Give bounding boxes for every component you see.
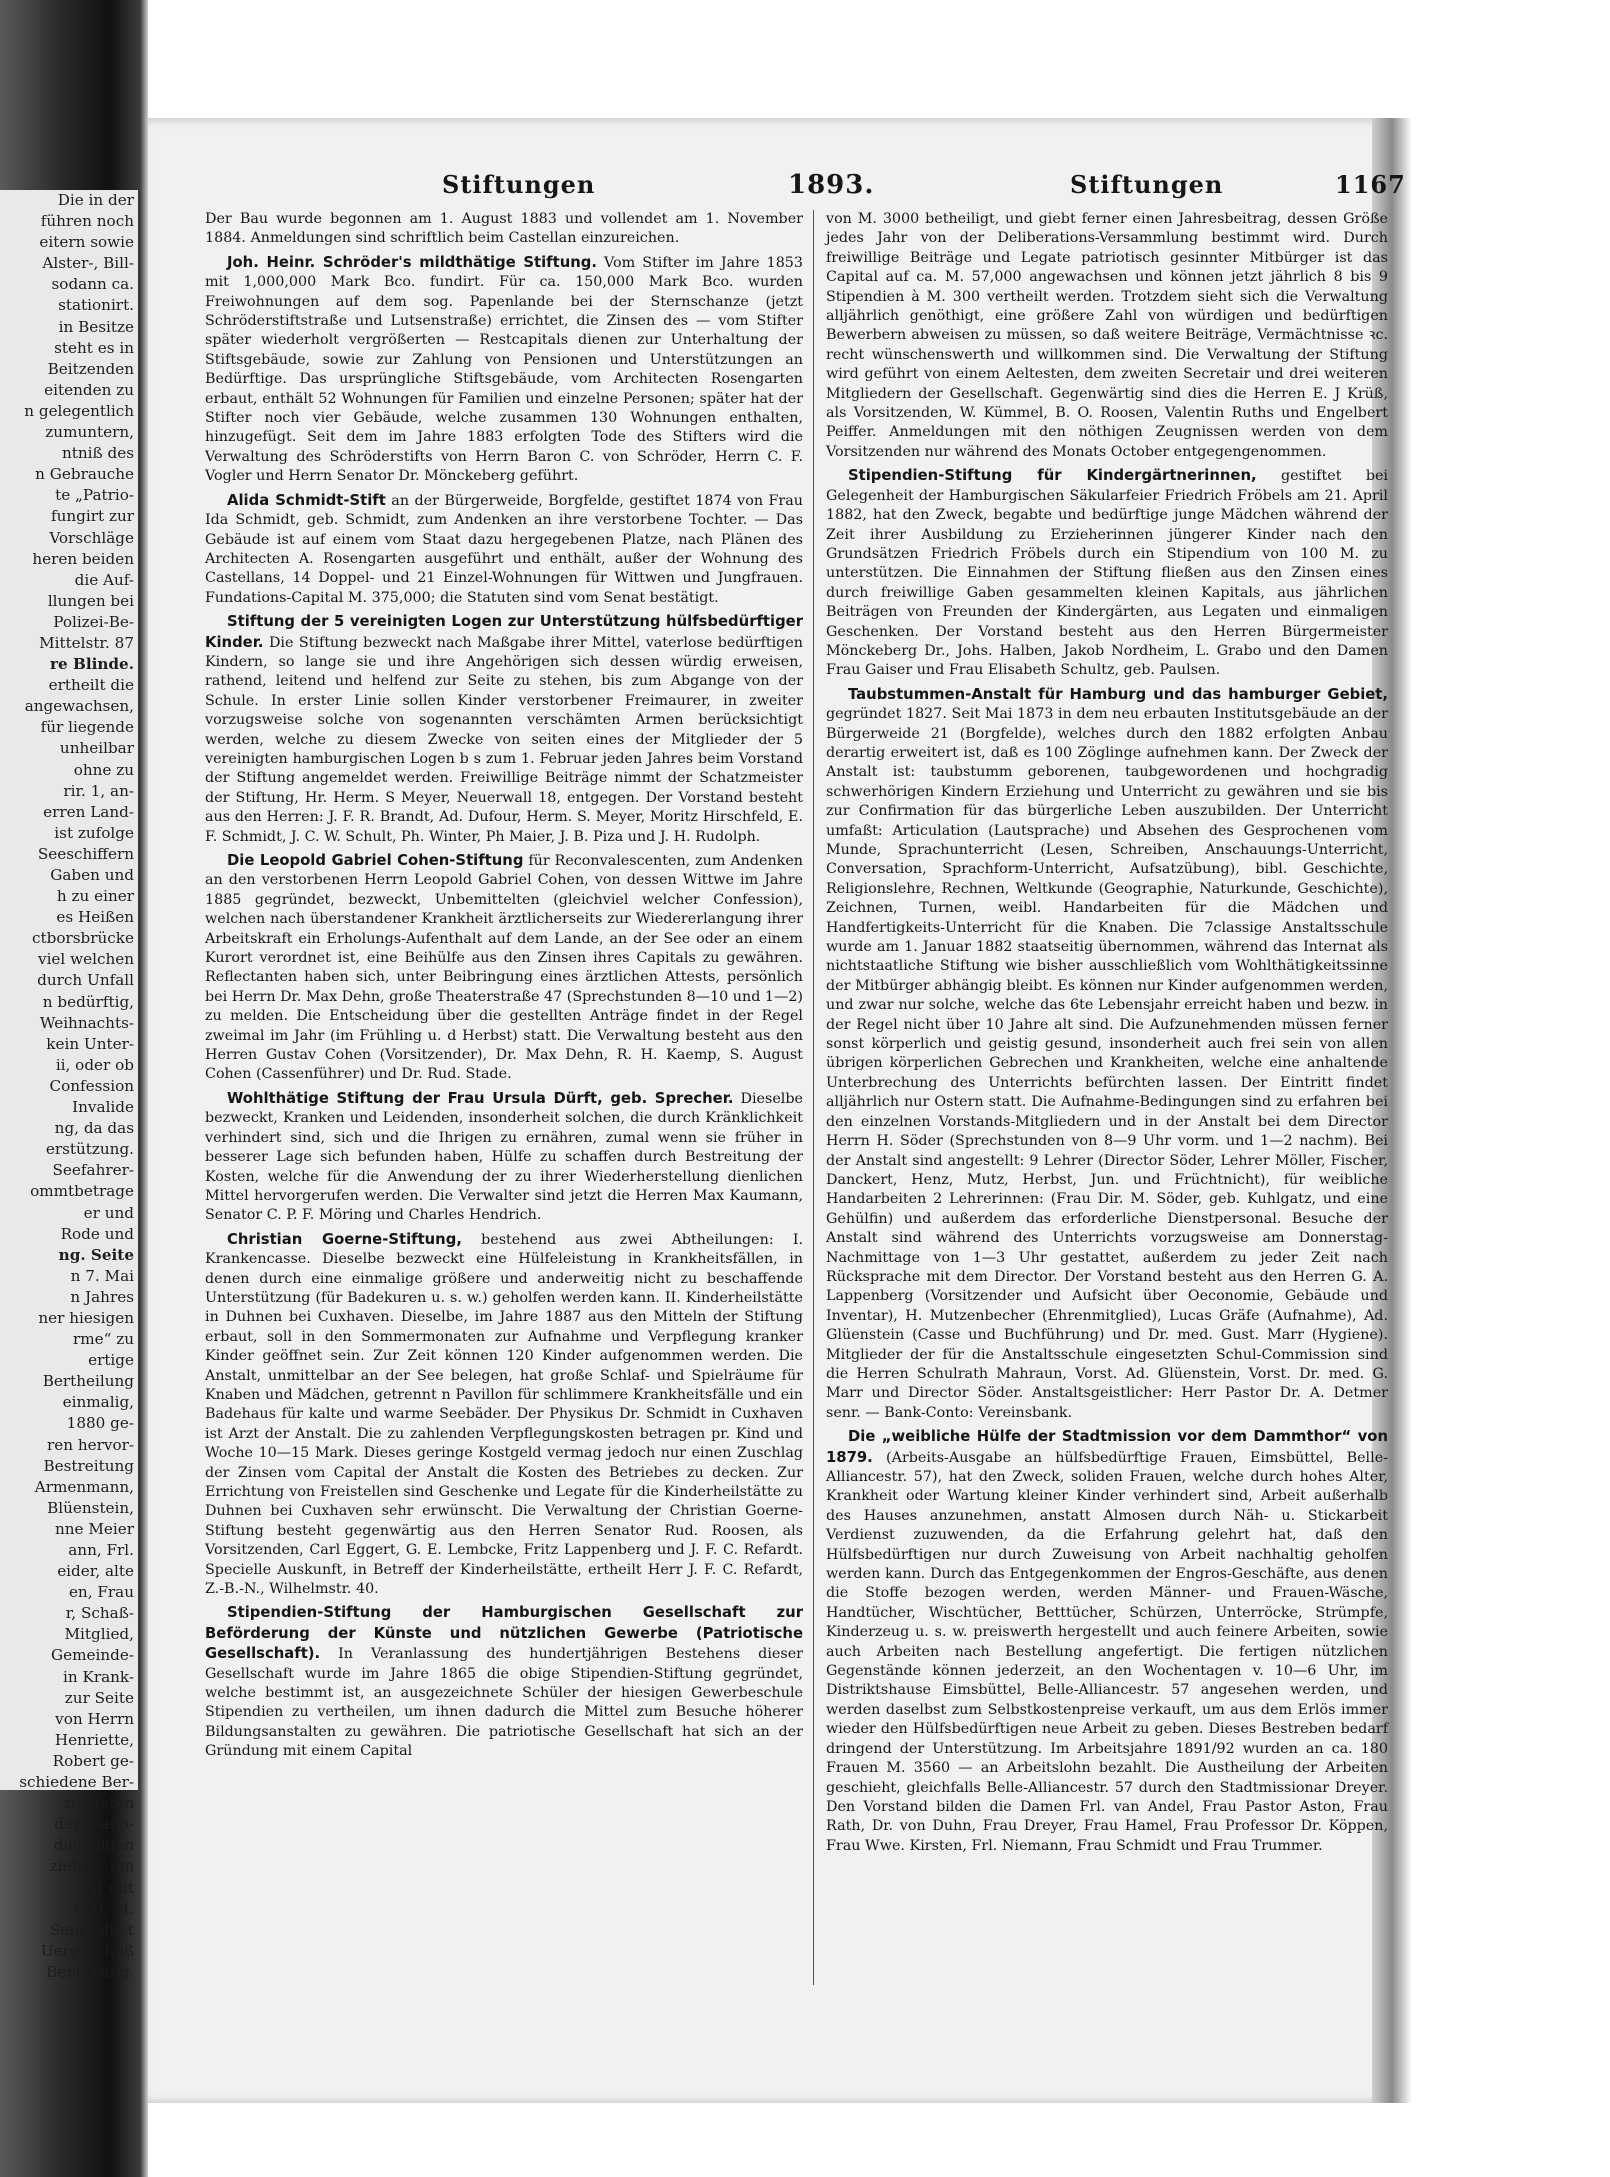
- prev-page-line: eitenden zu: [44, 380, 134, 399]
- prev-page-line: 1880 ge-: [66, 1414, 134, 1433]
- foundation-entry: [205, 210, 803, 249]
- prev-page-line: Seneralitst: [49, 1920, 134, 1939]
- prev-page-line: zu bieten: [62, 1794, 134, 1813]
- prev-page-line: für liegende: [40, 718, 134, 737]
- prev-page-line: ertheilt die: [48, 676, 134, 695]
- foundation-body-text: Der Bau wurde begonnen am 1. August 1883 und vollendet am 1. November 1884. Anmeldungen sind schriftlich beim Castellan einzureichen.: [205, 211, 803, 247]
- foundation-entry: [205, 491, 803, 608]
- prev-page-line: Alster-, Bill-: [42, 254, 134, 273]
- foundation-title: Joh. Heinr. Schröder's mildthätige Stiftung.: [227, 253, 597, 271]
- foundation-body-text: Dieselbe bezweckt, Kranken und Leidenden, insonderheit solchen, die durch Kränklichkeit verhindert sind, sich und die Ihrigen zu ernähren, zumal wenn sie früher in besserer Lage sich befunden haben, Hülfe zu schaffen durch Bestreitung der Kosten, welche für die Anwendung der zu ihrer Wiederherstellung dienlichen Mittel hervorgerufen werden. Die Verwalter sind jetzt die Herren Max Kaumann, Senator C. P. F. Möring und Charles Hendrich.: [205, 1090, 803, 1224]
- prev-page-line: er und: [83, 1203, 134, 1222]
- header-year: 1893.: [788, 170, 875, 200]
- prev-page-line: sodann ca.: [51, 275, 134, 294]
- header-left-title: Stiftungen: [442, 170, 596, 199]
- prev-page-line: durch Unfall: [37, 971, 134, 990]
- prev-page-line: Uergeschoß: [40, 1941, 134, 1960]
- prev-page-line: Confession: [49, 1076, 134, 1095]
- prev-page-line: erren Land-: [43, 802, 134, 821]
- foundation-title: Die Leopold Gabriel Cohen-Stiftung: [227, 852, 524, 869]
- foundation-entry: [205, 1089, 803, 1226]
- prev-page-line: von Herrn: [55, 1709, 134, 1728]
- prev-page-line: Henriette,: [54, 1730, 134, 1749]
- foundation-body-text: bestehend aus zwei Abtheilungen: I. Krankencasse. Dieselbe bezweckt eine Hülfeleistung in Krankheitsfällen, in denen durch eine einmalige größere und anderweitig nicht zu beschaffende Unterstützung (für Badekuren u. s. w.) geholfen werden kann. II. Kinderheilstätte in Duhnen bei Cuxhaven. Dieselbe, im Jahre 1887 aus den Mitteln der Stiftung erbaut, soll in den Sommermonaten zur Aufnahme und Verpflegung kranker Kinder geöffnet sein. Zur Zeit können 120 Kinder aufgenommen werden. Die Anstalt, unmittelbar an der See belegen, hat große Schlaf- und Spielräume für Knaben und Mädchen, getrennt n Pavillon für schlimmere Krankheitsfälle und ein Badehaus für kalte und warme Seebäder. Der Physikus Dr. Schmidt in Cuxhaven ist Arzt der Anstalt. Die zu zahlenden Verpflegungskosten betragen pr. Kind und Woche 10—15 Mark. Dieses geringe Kostgeld vermag jedoch nur einen Zuschlag der Zinsen vom Capital der Anstalt die Kosten des Betriebes zu decken. Zur Errichtung von Freistellen sind Geschenke und Legate für die Kinderheilstätte zu Duhnen bei Cuxhaven sehr erwünscht. Die Verwaltung der Christian Goerne-Stiftung besteht gegenwärtig aus den Herren Senator Rud. Roosen, als Vorsitzenden, Carl Eggert, G. E. Lembcke, Fritz Lappenberg und J. F. C. Refardt. Specielle Auskunft, in Betreff der Kinderheilstätte, ertheilt Herr J. F. C. Refardt, Z.-B.-N., Wilhelmstr. 40.: [205, 1231, 804, 1598]
- prev-page-line: Bestreitung: [43, 1456, 134, 1475]
- header-right-title: Stiftungen: [1070, 170, 1224, 199]
- prev-page-line: te „Patrio-: [55, 486, 134, 505]
- prev-page-line: Invalide: [72, 1098, 134, 1117]
- right-text-column: [826, 210, 1388, 1860]
- prev-page-line: n gelegentlich: [24, 401, 134, 420]
- prev-page-line: der Biano-: [54, 1815, 134, 1834]
- prev-page-line: n Gebrauche: [35, 465, 134, 484]
- prev-page-line: ertige: [88, 1351, 134, 1370]
- prev-page-line: re Blinde.: [50, 655, 134, 674]
- foundation-title: Die „weibliche Hülfe der Stadtmission vor dem Dammthor“ von 1879.: [826, 1428, 1388, 1466]
- prev-page-line: ng, da das: [54, 1119, 134, 1138]
- prev-page-line: Seeschiffern: [37, 844, 134, 863]
- previous-page-fragment: [0, 190, 138, 1981]
- foundation-entry: [205, 1603, 803, 1761]
- prev-page-line: n bedürftig,: [42, 992, 134, 1011]
- foundation-title: Stipendien-Stiftung der Hamburgischen Gesellschaft zur Beförderung der Künste und nützlichen Gewerbe (Patriotische Gesellschaft).: [205, 1604, 803, 1663]
- prev-page-line: n Jahres: [70, 1287, 134, 1306]
- prev-page-line: die Auf-: [74, 570, 134, 589]
- prev-page-line: ist zufolge: [54, 823, 134, 842]
- prev-page-line: viel welchen: [37, 950, 134, 969]
- foundation-body-text: an der Bürgerweide, Borgfelde, gestiftet 1874 von Frau Ida Schmidt, geb. Schmidt, zum Andenken an ihre verstorbene Tochter. — Das Gebäude ist auf einem vom Staat dazu hergegebenen Platze, nach Plänen des Architecten A. Rosengarten ausgeführt und enthält, außer der Wohnung des Castellans, 14 Doppel- und 21 Einzel-Wohnungen für Wittwen und Jungfrauen. Fundations-Capital M. 375,000; die Statuten sind vom Senat bestätigt.: [205, 492, 803, 606]
- prev-page-line: stationirt.: [58, 296, 134, 315]
- prev-page-line: r, Schaß-: [65, 1604, 134, 1623]
- prev-page-line: ner hiesigen: [38, 1308, 134, 1327]
- page-number: 1167: [1335, 170, 1406, 199]
- foundation-title: Wohlthätige Stiftung der Frau Ursula Dürft, geb. Sprecher.: [227, 1089, 734, 1107]
- foundation-title: Stiftung der 5 vereinigten Logen zur Unterstützung hülfsbedürftiger Kinder.: [205, 613, 803, 651]
- prev-page-line: Die in der: [57, 191, 134, 209]
- prev-page-line: Mittelstr. 87: [39, 633, 134, 652]
- prev-page-line: ntniß des: [62, 444, 134, 463]
- prev-page-line: Beitzenden: [47, 359, 134, 378]
- prev-page-line: Robert ge-: [52, 1751, 134, 1770]
- foundation-entry: [205, 851, 803, 1085]
- prev-page-line: Rode und: [60, 1224, 134, 1243]
- prev-page-line: Polizei-Be-: [53, 612, 134, 631]
- foundation-entry: [826, 466, 1388, 680]
- foundation-title: Stipendien-Stiftung für Kindergärtnerinnen,: [848, 467, 1257, 485]
- prev-page-line: ii, oder ob: [55, 1055, 134, 1074]
- prev-page-line: Seefahrer-: [52, 1161, 134, 1180]
- foundation-entry: [826, 1427, 1388, 1856]
- prev-page-line: F. H. M.: [72, 1899, 134, 1918]
- prev-page-line: ng. Seite: [58, 1245, 134, 1264]
- foundation-body-text: (Arbeits-Ausgabe an hülfsbedürftige Frauen, Eimsbüttel, Belle-Alliancestr. 57), hat den Zweck, soliden Frauen, welche durch hohes Alter, Krankheit oder Wartung kleiner Kinder verhindert sind, Arbeit außerhalb des Hauses anzunehmen, anstatt Almosen durch Näh- u. Stickarbeit Verdienst zuzuwenden, da die Erfahrung gelehrt hat, daß den Hülfsbedürftigen nur durch Zuweisung von Arbeit nachhaltig geholfen werden kann. Durch das Entgegenkommen der Engros-Geschäfte, aus denen die Stoffe bezogen werden, werden Männer- und Frauen-Wäsche, Handtücher, Wischtücher, Betttücher, Schürzen, Unterröcke, Strümpfe, Kinderzeug u. s. w. preiswerth hergestellt und auch feinere Arbeiten, sowie auch Arbeiten nach Bestellung angefertigt. Die fertigen nützlichen Gegenstände können jederzeit, an den Wochentagen v. 10—6 Uhr, im Distriktshause Eimsbüttel, Belle-Alliancestr. 57 angesehen werden, und werden daselbst zum Selbstkostenpreise verkauft, um aus dem Erlös immer wieder den Hülfsbedürftigen neue Arbeit zu geben. Dieses Bestreben bedarf dringend der Unterstützung. Im Arbeitsjahre 1891/92 wurden an ca. 180 Frauen M. 3560 — an Arbeitslohn bezahlt. Die Austheilung der Arbeiten geschieht, gleichfalls Belle-Alliancestr. 57 durch den Stadtmissionar Dreyer. Den Vorstand bilden die Damen Frl. van Andel, Frau Pastor Aston, Frau Rath, Dr. von Duhn, Frau Dreyer, Frau Hamel, Frau Professor Dr. Köppen, Frau Wwe. Kirsten, Frl. Niemann, Frau Schmidt und Frau Trummer.: [826, 1449, 1388, 1854]
- prev-page-line: Benutzung.: [46, 1962, 134, 1981]
- prev-page-line: ziehen, um: [49, 1857, 134, 1876]
- prev-page-line: ctborsbrücke: [32, 929, 134, 948]
- prev-page-line: angewachsen,: [24, 697, 134, 716]
- foundation-body-text: gestiftet bei Gelegenheit der Hamburgischen Säkularfeier Friedrich Fröbels am 21. April 1882, hat den Zweck, begabte und bedürftige junge Mädchen während der Zeit ihrer Ausbildung zu Erzieherinnen jüngerer Kinder nach den Grundsätzen Friedrich Fröbels durch ein Stipendium von 100 M. zu unterstützen. Die Einnahmen der Stiftung fließen aus den Zinsen eines durch freiwillige Gaben gesammelten kleinen Kapitals, aus jährlichen Beiträgen von Freunden der Kindergärten, aus Legaten und einmaligen Geschenken. Der Vorstand besteht aus den Herren Bürgermeister Mönckeberg Dr., Johs. Halben, Jakob Nordheim, L. Grabo und den Damen Frau Gaiser und Frau Elisabeth Schultz, geb. Paulsen.: [826, 468, 1389, 679]
- prev-page-line: ohne zu: [73, 760, 134, 779]
- foundation-entry: [826, 210, 1388, 462]
- foundation-body-text: von M. 3000 betheiligt, und giebt ferner einen Jahresbeitrag, dessen Größe jedes Jahr von der Deliberations-Versammlung bestimmt wird. Durch freiwillige Beiträge und Legate patriotisch gesinnter Mitbürger ist das Capital auf ca. M. 57,000 angewachsen und können jetzt jährlich 8 bis 9 Stipendien à M. 300 vertheilt werden. Trotzdem sieht sich die Verwaltung alljährlich genöthigt, eine größere Zahl von würdigen und bedürftigen Bewerbern abweisen zu müssen, so daß weitere Beiträge, Vermächtnisse ꝛc. recht wünschenswerth und willkommen sind. Die Verwaltung der Stiftung wird geführt von einem Aeltesten, dem zweiten Secretair und drei weiteren Mitgliedern der Gesellschaft. Gegenwärtig sind dies die Herren E. J Krüß, als Vorsitzenden, W. Kümmel, B. O. Roosen, Valentin Ruths und Engelbert Peiffer. Anmeldungen mit den nöthigen Zeugnissen werden von dem Vorsitzenden nur während des Monats October entgegengenommen.: [826, 211, 1388, 460]
- foundation-body-text: Die Stiftung bezweckt nach Maßgabe ihrer Mittel, vaterlose bedürftigen Kindern, so lange sie und ihre Angehörigen sich dessen würdig erweisen, rathend, leitend und helfend zur Seite zu stehen, bis zum Abgange von der Schule. In erster Linie sollen Kinder verstorbener Freimaurer, in zweiter vorzugsweise solche von sogenannten verschämten Armen berücksichtigt werden, welche zu diesem Zwecke von seiten eines der Mitglieder der 5 vereinigten hamburgischen Logen b s zum 1. Februar jeden Jahres beim Vorstand der Stiftung angemeldet werden. Freiwillige Beiträge nimmt der Schatzmeister der Stiftung, Hr. Herm. S Meyer, Neuerwall 18, entgegen. Der Vorstand besteht aus den Herren: J. F. R. Brandt, Ad. Dufour, Herm. S. Meyer, Moritz Hirschfeld, E. F. Schmidt, J. C. W. Schult, Ph. Winter, Ph Maier, J. B. Piza und J. H. Rudolph.: [205, 634, 803, 845]
- prev-page-line: n 7. Mai: [70, 1266, 134, 1285]
- prev-page-line: unheilbar: [59, 739, 134, 758]
- prev-page-line: Gemeinde-: [51, 1646, 134, 1665]
- prev-page-line: rir. 1, an-: [63, 781, 134, 800]
- prev-page-line: Mitglied,: [64, 1625, 134, 1644]
- foundation-body-text: gegründet 1827. Seit Mai 1873 in dem neu erbauten Institutsgebäude an der Bürgerweide 21 (Borgfelde), welches durch den 1882 erfolgten Anbau derartig erweitert ist, daß es 100 Zöglinge aufnehmen kann. Der Zweck der Anstalt ist: taubstumm geborenen, taubgewordenen und hochgradig schwerhörigen Kindern Erziehung und Unterricht zu gewähren und sie bis zur Confirmation für das bürgerliche Leben auszubilden. Der Unterricht umfaßt: Articulation (Lautsprache) und Absehen des Gesprochenen vom Munde, Sprachunterricht (Lesen, Schreiben, Anschauungs-Unterricht, Conversation, Sprachform-Unterricht, Aufsatzübung), bibl. Geschichte, Religionslehre, Rechnen, Weltkunde (Geographie, Naturkunde, Geschichte), Zeichnen, Turnen, weibl. Handarbeiten für die Mädchen und Handfertigkeits-Unterricht für die Knaben. Die 7classige Anstaltsschule wurde am 1. Januar 1882 staatseitig übernommen, während das Internat als nichtstaatliche Stiftung wie bisher ausschließlich vom Wohlthätigkeitssinne der Mitbürger abhängig bleibt. Es können nur Kinder aufgenommen werden, und zwar nur solche, welche das 6te Lebensjahr erreicht haben und bezw. in der Regel nicht über 10 Jahre alt sind. Die Aufzunehmenden müssen ferner sonst körperlich und geistig gesund, insonderheit auch frei sein von allen übrigen körperlichen Gebrechen und Krankheiten, welche eine anhaltende Unterbrechung des Unterrichts befürchten lassen. Der Eintritt findet alljährlich nur Ostern statt. Die Aufnahme-Bedingungen sind zu erfahren bei den einzelnen Vorstands-Mitgliedern und in der Anstalt bei dem Director Herrn H. Söder (Sprechstunden von 8—9 Uhr vorm. und 1—2 nachm). Bei der Anstalt sind angestellt: 9 Lehrer (Director Söder, Lehrer Möller, Fischer, Danckert, Henz, Mutz, Herbst, Jun. und Früchtnicht), für weibliche Handarbeiten 2 Lehrerinnen: (Frau Dir. M. Söder, geb. Kuhlgatz, und eine Gehülfin) und außerdem das erforderliche Dienstpersonal. Besuche der Anstalt sind während des Unterrichts vorzugsweise am Donnerstag-Nachmittage von 1—3 Uhr gestattet, außerdem zu jeder Zeit nach Rücksprache mit dem Director. Der Vorstand besteht aus den Herren G. A. Lappenberg (Vorsitzender und Aufsicht über Oeconomie, Gebäude und Inventar), H. Mutzenbecher (Ehrenmitglied), Lucas Gräfe (Aufnahme), Ad. Glüenstein (Casse und Buchführung) und Dr. med. Gust. Marr (Hygiene). Mitglieder der für die Anstaltsschule eingesetzten Schul-Commission sind die Herren Schulrath Mahraun, Vorst. Ad. Glüenstein, Vorst. Dr. med. G. Marr und Director Söder. Anstaltsgeistlicher: Herr Pastor Dr. A. Detmer senr. — Bank-Conto: Vereinsbank.: [826, 706, 1388, 1421]
- prev-page-line: gt mit: [87, 1878, 134, 1897]
- prev-page-line: kein Unter-: [46, 1034, 134, 1053]
- prev-page-line: schiedene Ber-: [19, 1773, 134, 1792]
- prev-page-line: eitern sowie: [39, 233, 134, 252]
- foundation-body-text: für Reconvalescenten, zum Andenken an den verstorbenen Herrn Leopold Gabriel Cohen, von dessen Wittwe im Jahre 1885 gegründet, bezweckt, Unbemittelten (gleichviel welcher Confession), welchen nach überstandener Krankheit ärztlicherseits zur Wiedererlangung ihrer Arbeitskraft ein Erholungs-Aufenthalt auf dem Lande, an der See oder an einem Kurort verordnet ist, eine Beihülfe aus den Zinsen ihres Capitals zu gewähren. Reflectanten haben sich, unter Beibringung eines ärztlichen Attests, persönlich bei Herrn Dr. Max Dehn, große Theaterstraße 47 (Sprechstunden 8—10 und 1—2) zu melden. Die Entscheidung über die gestellten Anträge findet in der Regel zweimal im Jahr (im Frühling u. d Herbst) statt. Die Verwaltung besteht aus den Herren Gustav Cohen (Vorsitzender), Dr. Max Dehn, R. H. Kaemp, S. August Cohen (Cassenführer) und Dr. Rud. Stade.: [205, 853, 804, 1083]
- prev-page-line: Blüenstein,: [47, 1498, 134, 1517]
- prev-page-line: Weihnachts-: [39, 1013, 134, 1032]
- prev-page-line: Armenmann,: [34, 1477, 134, 1496]
- prev-page-line: es Heißen: [56, 908, 134, 927]
- prev-page-line: einmalig,: [62, 1393, 134, 1412]
- prev-page-line: h zu einer: [56, 887, 134, 906]
- foundation-entry: [205, 1230, 803, 1600]
- page-header: [170, 170, 1610, 204]
- prev-page-line: in Besitze: [58, 317, 134, 336]
- prev-page-line: Bertheilung: [42, 1372, 134, 1391]
- prev-page-line: ren hervor-: [46, 1435, 134, 1454]
- prev-page-line: heren beiden: [32, 549, 134, 568]
- foundation-body-text: In Veranlassung des hundertjährigen Bestehens dieser Gesellschaft wurde im Jahre 1865 die obige Stipendien-Stiftung gegründet, welche bestimmt ist, an ausgezeichnete Schüler der hiesigen Gewerbeschule Stipendien zu vertheilen, um ihnen dadurch die Mittel zum Besuche höherer Bildungsanstalten zu gewähren. Die patriotische Gesellschaft hat sich an der Gründung mit einem Capital: [205, 1646, 803, 1760]
- prev-page-line: fungirt zur: [51, 507, 134, 526]
- prev-page-line: eider, alte: [57, 1562, 134, 1581]
- foundation-entry: [205, 253, 803, 487]
- prev-page-line: Vorschläge: [49, 528, 134, 547]
- prev-page-line: erstützung.: [45, 1140, 134, 1159]
- prev-page-line: zumuntern,: [45, 423, 134, 442]
- column-divider: [813, 210, 814, 1985]
- foundation-title: Alida Schmidt-Stift: [227, 491, 386, 509]
- prev-page-line: führen noch: [40, 212, 134, 231]
- foundation-entry: [826, 685, 1388, 1423]
- prev-page-line: llungen bei: [47, 591, 134, 610]
- foundation-title: Taubstummen-Anstalt für Hamburg und das hamburger Gebiet,: [848, 685, 1388, 703]
- prev-page-line: diejenigen: [53, 1836, 134, 1855]
- prev-page-line: steht es in: [54, 338, 134, 357]
- prev-page-line: Gaben und: [50, 866, 134, 884]
- foundation-entry: [205, 612, 803, 847]
- prev-page-line: ann, Frl.: [68, 1541, 134, 1559]
- prev-page-line: nne Meier: [54, 1519, 134, 1538]
- prev-page-line: in Krank-: [63, 1667, 134, 1686]
- left-text-column: [205, 210, 803, 1766]
- prev-page-line: rme“ zu: [72, 1330, 134, 1349]
- prev-page-line: en, Frau: [68, 1583, 134, 1602]
- prev-page-line: ommtbetrage: [30, 1182, 134, 1201]
- foundation-title: Christian Goerne-Stiftung,: [227, 1230, 462, 1248]
- prev-page-line: zur Seite: [64, 1688, 134, 1707]
- foundation-body-text: Vom Stifter im Jahre 1853 mit 1,000,000 Mark Bco. fundirt. Für ca. 150,000 Mark Bco. wurden Freiwohnungen auf dem sog. Papenlande bei der Sternschanze (jetzt Schröderstiftstraße und Lutsenstraße) errichtet, die Zinsen des — vom Stifter später wiederholt vergrößerten — Restcapitals dienen zur Unterhaltung der Stiftsgebäude, sowie zur Zahlung von Pensionen und Unterstützungen an Bedürftige. Das ursprüngliche Stiftsgebäude, vom Architecten Rosengarten erbaut, enthält 52 Wohnungen für Familien und einzelne Personen; später hat der Stifter noch vier Gebäude, welche zusammen 130 Wohnungen enthalten, hinzugefügt. Seit dem im Jahre 1883 erfolgten Tode des Stifters wird die Verwaltung des Schröderstifts von Herrn Baron C. von Schröder, Herrn C. F. Vogler und Herrn Senator Dr. Mönckeberg geführt.: [205, 254, 803, 485]
